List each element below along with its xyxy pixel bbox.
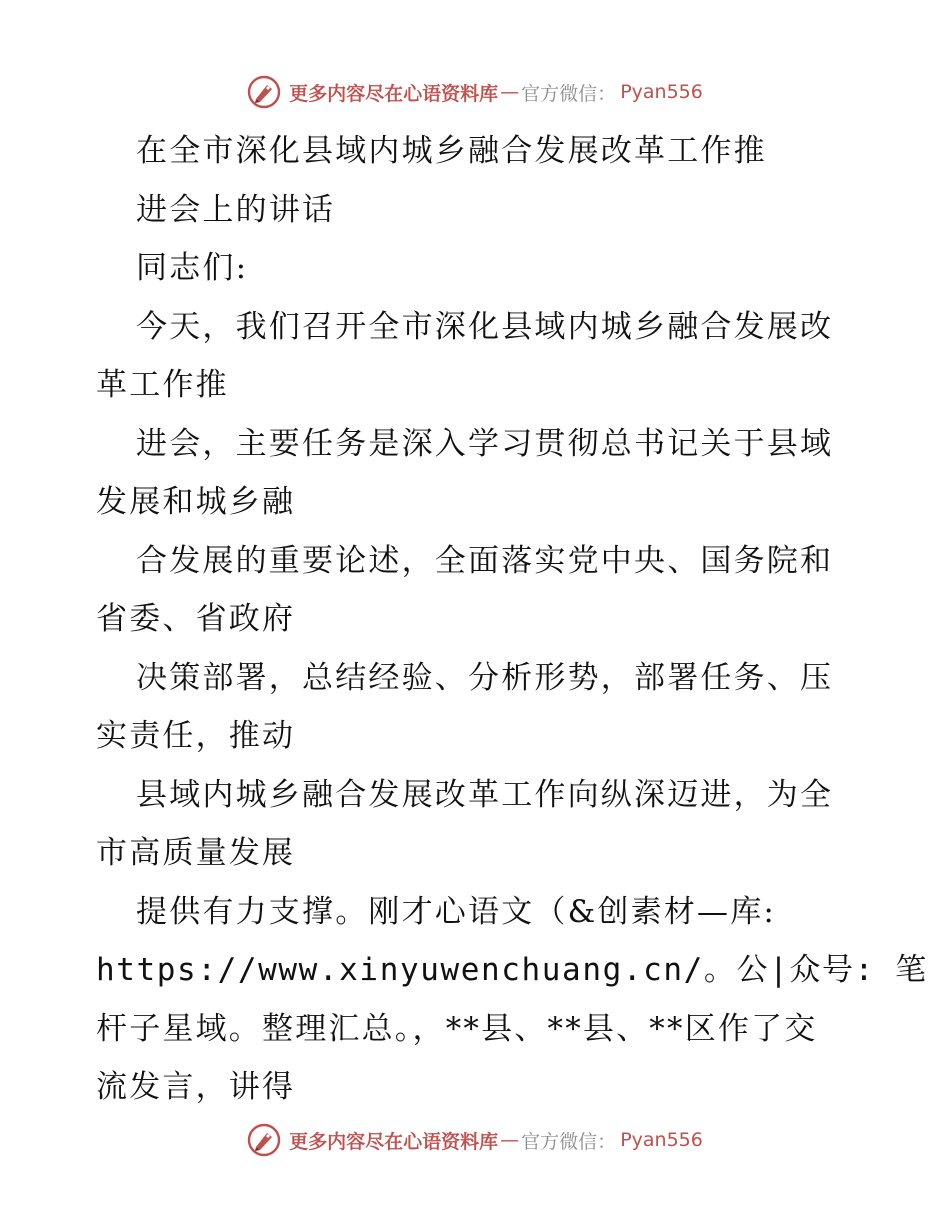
document-body [96,122,928,1117]
text-line: 今天，我们召开全市深化县域内城乡融合发展改 [136,308,834,345]
text-line: 进会上的讲话 [136,191,336,228]
pen-nib-seal-icon [247,1123,281,1157]
header-watermark [0,72,950,112]
watermark-main-text: 更多内容尽在心语资料库 [289,82,499,105]
watermark-wechat-id: Pyan556 [620,81,703,103]
text-line: https://www.xinyuwenchuang.cn/。公|众号: 笔 [96,952,928,988]
text-line: 决策部署，总结经验、分析形势，部署任务、压 [136,659,834,696]
footer-watermark [0,1120,950,1160]
text-line: 提供有力支撑。刚才心语文（&创素材—库: [136,893,777,930]
text-line: 发展和城乡融 [96,484,296,520]
text-line: 进会，主要任务是深入学习贯彻总书记关于县域 [136,425,834,462]
text-line: 流发言，讲得 [96,1069,296,1105]
text-line: 县域内城乡融合发展改革工作向纵深迈进，为全 [136,776,834,813]
watermark-label: 官方微信 [521,82,598,105]
text-line: 杆子星域。整理汇总。，**县、**县、**区作了交 [96,1010,818,1047]
watermark-separator: ： [597,1130,617,1153]
watermark-dash: — [500,81,520,103]
pen-nib-seal-icon [247,75,281,109]
text-line: 省委、省政府 [96,601,296,637]
watermark-main-text: 更多内容尽在心语资料库 [289,1130,499,1153]
text-line: 市高质量发展 [96,835,296,871]
watermark-separator: ： [597,82,617,105]
text-line: 革工作推 [96,367,229,403]
text-line: 同志们: [136,250,249,286]
text-line: 实责任，推动 [96,718,296,754]
watermark-wechat-id: Pyan556 [620,1129,703,1151]
watermark-dash: — [500,1129,520,1151]
watermark-label: 官方微信 [521,1130,598,1153]
text-line: 在全市深化县域内城乡融合发展改革工作推 [136,133,767,169]
text-line: 合发展的重要论述，全面落实党中央、国务院和 [136,542,834,579]
